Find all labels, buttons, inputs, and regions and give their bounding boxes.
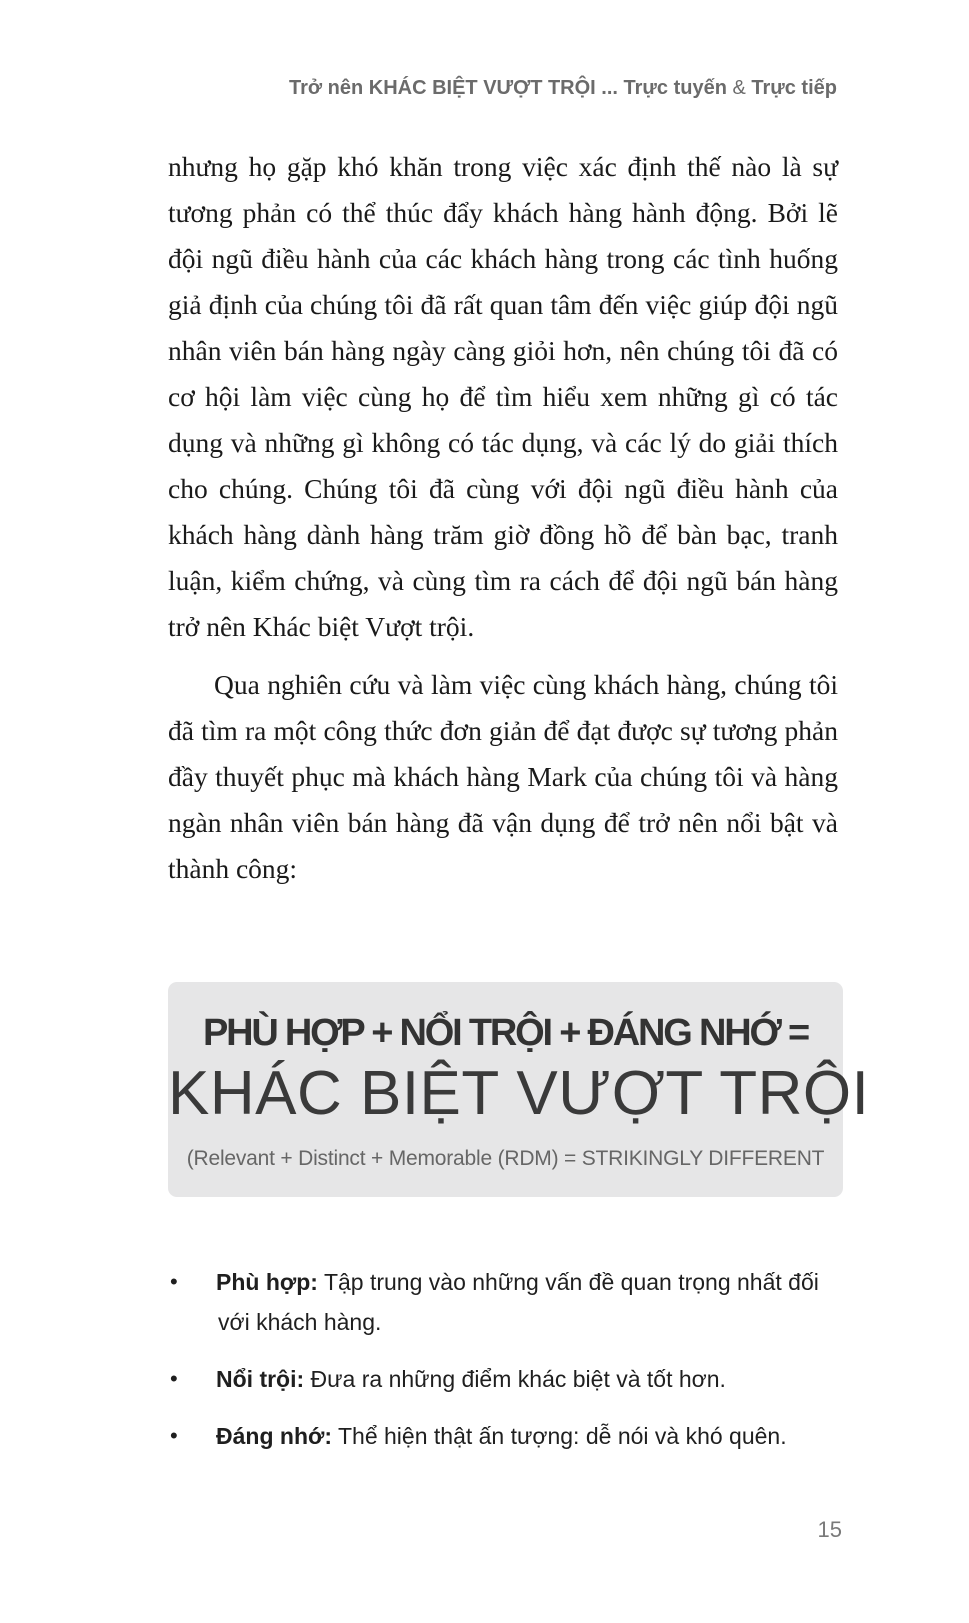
formula-equation: PHÙ HỢP + NỔI TRỘI + ĐÁNG NHỚ = bbox=[202, 1012, 809, 1054]
definition-relevant: Tập trung vào những vấn đề quan trọng nhất đối bbox=[323, 1269, 819, 1295]
definition-relevant-continued: với khách hàng. bbox=[218, 1309, 382, 1335]
list-item-distinct bbox=[168, 1359, 843, 1399]
bullet-icon: • bbox=[170, 1269, 178, 1294]
header-ampersand: & bbox=[726, 77, 752, 99]
formula-box bbox=[168, 982, 870, 1197]
bullet-icon: • bbox=[170, 1423, 178, 1448]
formula-translation: (Relevant + Distinct + Memorable (RDM) = STRIKINGLY DIFFERENT bbox=[186, 1147, 825, 1170]
term-relevant: Phù hợp: bbox=[216, 1269, 318, 1295]
paragraph-1: nhưng họ gặp khó khăn trong việc xác định thế nào là sự tương phản có thể thúc đẩy khách hàng hành động. Bởi lẽ đội ngũ điều hành của các khách hàng trong các tình huống giả định của chúng tôi đã rất quan tâm đến việc giúp đội ngũ nhân viên bán hàng ngày càng giỏi hơn, nên chúng tôi đã có cơ hội làm việc cùng họ để tìm hiểu xem những gì có tác dụng và những gì không có tác dụng, và các lý do giải thích cho chúng. Chúng tôi đã cùng với đội ngũ điều hành của khách hàng dành hàng trăm giờ đồng hồ để bàn bạc, tranh luận, kiểm chứng, và cùng tìm ra cách để đội ngũ bán hàng trở nên Khác biệt Vượt trội. bbox=[168, 151, 838, 642]
term-memorable: Đáng nhớ: bbox=[216, 1423, 332, 1449]
paragraph-2: Qua nghiên cứu và làm việc cùng khách hàng, chúng tôi đã tìm ra một công thức đơn giản để đạt được sự tương phản đầy thuyết phục mà khách hàng Mark của chúng tôi và hàng ngàn nhân viên bán hàng đã vận dụng để trở nên nổi bật và thành công: bbox=[168, 669, 838, 884]
header-subtitle: Trực tiếp bbox=[751, 77, 837, 99]
definition-memorable: Thể hiện thật ấn tượng: dễ nói và khó quên. bbox=[337, 1423, 787, 1449]
header-title: Trở nên KHÁC BIỆT VƯỢT TRỘI ... Trực tuyến bbox=[288, 77, 727, 99]
list-item-relevant bbox=[168, 1262, 843, 1342]
definition-list bbox=[168, 1262, 843, 1456]
list-item-memorable bbox=[168, 1416, 843, 1456]
formula-result: KHÁC BIỆT VƯỢT TRỘI bbox=[168, 1059, 870, 1128]
definition-distinct: Đưa ra những điểm khác biệt và tốt hơn. bbox=[310, 1366, 726, 1392]
running-header bbox=[289, 77, 837, 100]
bullet-icon: • bbox=[170, 1366, 178, 1391]
term-distinct: Nổi trội: bbox=[216, 1366, 305, 1392]
body-text bbox=[168, 144, 838, 892]
page-number: 15 bbox=[817, 1517, 842, 1542]
